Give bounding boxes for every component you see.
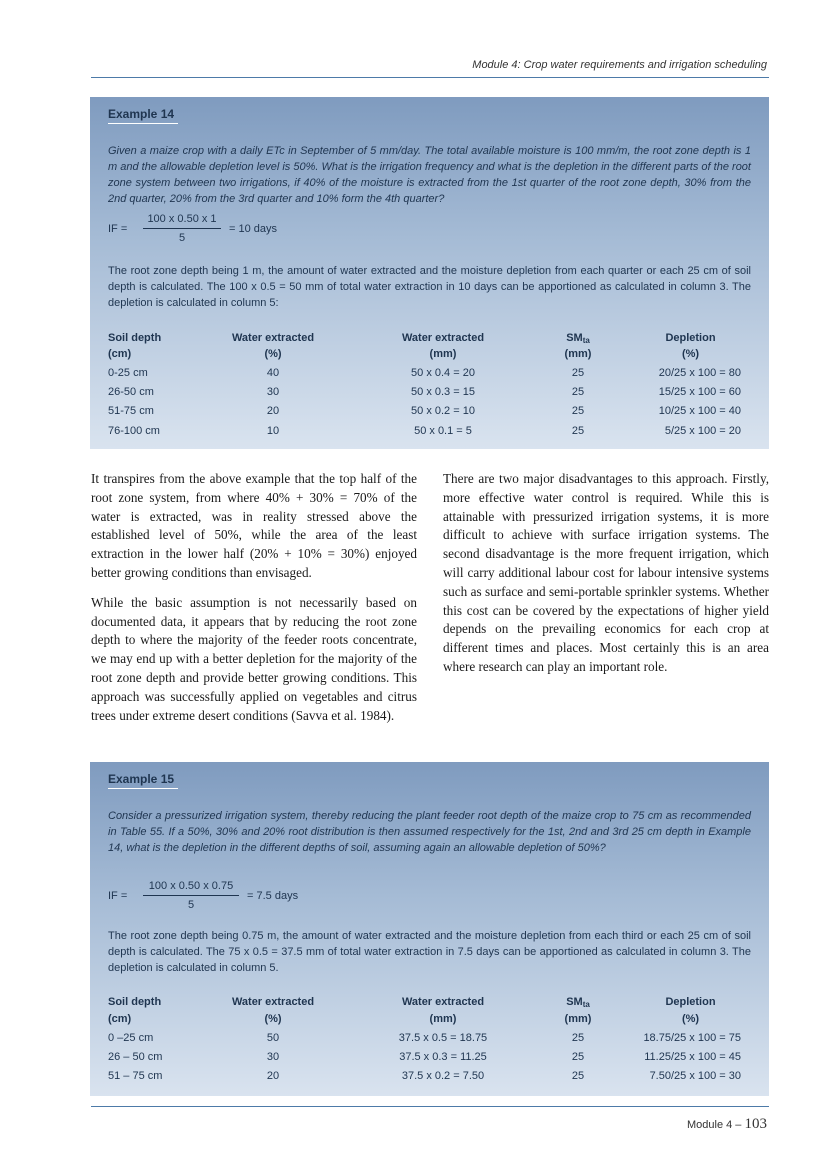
unit-pct: (%) xyxy=(681,1013,700,1025)
formula-denominator: 5 xyxy=(187,899,195,911)
cell-depletion: 10/25 x 100 = 40 xyxy=(658,405,741,417)
cell-soil-depth: 26-50 cm xyxy=(108,386,154,398)
formula-numerator: 100 x 0.50 x 1 xyxy=(147,213,217,225)
cell-smta: 25 xyxy=(571,1070,585,1082)
cell-mm: 50 x 0.1 = 5 xyxy=(414,425,472,437)
page-number: 103 xyxy=(744,1116,767,1132)
cell-depletion: 11.25/25 x 100 = 45 xyxy=(644,1051,741,1063)
header-soil-depth: Soil depth xyxy=(108,996,162,1008)
cell-soil-depth: 51-75 cm xyxy=(108,405,154,417)
body-column-left xyxy=(91,470,417,736)
page-footer xyxy=(687,1116,767,1133)
cell-smta: 25 xyxy=(571,1032,585,1044)
unit-pct: (%) xyxy=(264,348,282,360)
table-row xyxy=(108,386,751,402)
table-header-row xyxy=(108,996,751,1012)
unit-cm: (cm) xyxy=(108,348,132,360)
cell-depletion: 15/25 x 100 = 60 xyxy=(658,386,741,398)
example-14-question: Given a maize crop with a daily ETc in September of 5 mm/day. The total available moisture is 100 mm/m, the root zone depth is 1 m and the allowable depletion level is 50%. What is the irrigation frequency and what is the depletion in the different parts of the root zone system between two irrigations, if 40% of the moisture is extracted from the 1st quarter of the root zone depth, 30% from the 2nd quarter, 20% from the 3rd quarter and 10% form the 4th quarter? xyxy=(108,145,751,205)
header-depletion: Depletion xyxy=(665,996,716,1008)
header-water-extracted-mm: Water extracted xyxy=(401,996,485,1008)
cell-soil-depth: 26 – 50 cm xyxy=(108,1051,163,1063)
body-paragraph: There are two major disadvantages to this approach. Firstly, more effective water control is required. While this is attainable with pressurized irrigation systems, it is more difficult to achieve with surface irrigation systems. The second disadvantage is the more frequent irrigation, which will carry additional labour cost for labour intensive systems such as surface and semi-portable sprinkler systems. Whether this cost can be covered by the expectations of higher yield depends on the prevailing economics for each crop at different times and places. Most certainly this is an area where research can play an important role. xyxy=(443,471,769,674)
cell-soil-depth: 0 –25 cm xyxy=(108,1032,154,1044)
cell-pct: 20 xyxy=(266,1070,280,1082)
running-header: Module 4: Crop water requirements and irrigation scheduling xyxy=(472,59,767,71)
example-15-question: Consider a pressurized irrigation system, thereby reducing the plant feeder root depth of the maize crop to 75 cm as recommended in Table 55. If a 50%, 30% and 20% root distribution is then assumed respectively for the 1st, 2nd and 3rd 25 cm depth in Example 14, what is the depletion in the different depths of soil, assuming again an allowable depletion of 50%? xyxy=(108,810,751,854)
unit-pct: (%) xyxy=(264,1013,282,1025)
cell-depletion: 18.75/25 x 100 = 75 xyxy=(643,1032,741,1044)
example-14-paragraph: The root zone depth being 1 m, the amount of water extracted and the moisture depletion from each quarter or each 25 cm of soil depth is calculated. The 100 x 0.5 = 50 mm of total water extraction in 10 days can be apportioned as calculated in column 3. The depletion is calculated in column 5: xyxy=(108,265,751,309)
unit-pct: (%) xyxy=(681,348,700,360)
header-soil-depth: Soil depth xyxy=(108,332,162,344)
cell-smta: 25 xyxy=(571,367,585,379)
table-row xyxy=(108,425,751,441)
cell-pct: 50 xyxy=(266,1032,280,1044)
header-smta: $SM_{ta}$ xyxy=(566,332,590,345)
header-smta: $SM_{ta}$ xyxy=(566,996,590,1009)
header-rule xyxy=(91,77,769,78)
footer-rule xyxy=(91,1106,769,1107)
cell-mm: 37.5 x 0.5 = 18.75 xyxy=(398,1032,488,1044)
cell-soil-depth: 0-25 cm xyxy=(108,367,148,379)
formula-denominator: 5 xyxy=(178,232,186,244)
cell-smta: 25 xyxy=(571,405,585,417)
formula-fraction-bar xyxy=(143,228,221,229)
header-water-extracted-pct: Water extracted xyxy=(231,332,315,344)
cell-pct: 30 xyxy=(266,1051,280,1063)
cell-mm: 50 x 0.2 = 10 xyxy=(411,405,475,417)
cell-mm: 50 x 0.4 = 20 xyxy=(411,367,475,379)
example-14-title: Example 14 xyxy=(108,107,175,121)
cell-mm: 37.5 x 0.2 = 7.50 xyxy=(401,1070,485,1082)
header-water-extracted-mm: Water extracted xyxy=(401,332,485,344)
example-15-title: Example 15 xyxy=(108,772,175,786)
example-15-title-rule xyxy=(108,788,178,789)
formula-rhs: = 7.5 days xyxy=(247,890,299,902)
cell-soil-depth: 76-100 cm xyxy=(108,425,160,437)
body-column-right xyxy=(443,470,769,688)
formula-lhs: IF = xyxy=(108,223,128,235)
cell-depletion: 7.50/25 x 100 = 30 xyxy=(649,1070,741,1082)
table-row xyxy=(108,1032,751,1048)
cell-pct: 20 xyxy=(266,405,280,417)
table-header-row xyxy=(108,332,751,348)
example-14-box xyxy=(90,97,769,449)
cell-pct: 10 xyxy=(266,425,280,437)
table-header-units-row xyxy=(108,348,751,364)
cell-pct: 40 xyxy=(266,367,280,379)
formula-rhs: = 10 days xyxy=(229,223,278,235)
example-15-paragraph: The root zone depth being 0.75 m, the amount of water extracted and the moisture depletion from each third or each 25 cm of soil depth is calculated. The 75 x 0.5 = 37.5 mm of total water extraction in 7.5 days can be apportioned as calculated in column 3. The depletion is calculated in column 5. xyxy=(108,930,751,974)
cell-pct: 30 xyxy=(266,386,280,398)
cell-soil-depth: 51 – 75 cm xyxy=(108,1070,163,1082)
header-water-extracted-pct: Water extracted xyxy=(231,996,315,1008)
cell-mm: 50 x 0.3 = 15 xyxy=(411,386,475,398)
cell-depletion: 5/25 x 100 = 20 xyxy=(664,425,741,437)
cell-smta: 25 xyxy=(571,1051,585,1063)
cell-smta: 25 xyxy=(571,386,585,398)
cell-depletion: 20/25 x 100 = 80 xyxy=(658,367,741,379)
header-depletion: Depletion xyxy=(665,332,716,344)
table-row xyxy=(108,405,751,421)
example-15-box xyxy=(90,762,769,1096)
table-header-units-row xyxy=(108,1013,751,1029)
body-paragraph: While the basic assumption is not necessarily based on documented data, it appears that by reducing the root zone depth to where the majority of the feeder roots concentrate, we may end up with a better depletion for the majority of the root zone depth and provide better growing conditions. This approach was successfully applied on vegetables and citrus trees under extreme desert conditions (Savva et al. 1984). xyxy=(91,594,417,723)
formula-lhs: IF = xyxy=(108,890,128,902)
unit-cm: (cm) xyxy=(108,1013,132,1025)
cell-smta: 25 xyxy=(571,425,585,437)
unit-mm: (mm) xyxy=(429,1013,457,1025)
unit-mm: (mm) xyxy=(429,348,457,360)
body-paragraph: It transpires from the above example that the top half of the root zone system, from where 40% + 30% = 70% of the water is extracted, was in reality stressed above the established level of 50%, while the area of the least extraction in the lower half (20% + 10% = 30%) enjoyed better growing conditions than envisaged. xyxy=(91,471,417,580)
unit-mm: (mm) xyxy=(564,348,592,360)
table-row xyxy=(108,1070,751,1086)
cell-mm: 37.5 x 0.3 = 11.25 xyxy=(399,1051,487,1063)
footer-module-label: Module 4 – xyxy=(687,1119,742,1131)
table-row xyxy=(108,1051,751,1067)
example-14-title-rule xyxy=(108,123,178,124)
table-row xyxy=(108,367,751,383)
formula-fraction-bar xyxy=(143,895,239,896)
unit-mm: (mm) xyxy=(564,1013,592,1025)
formula-numerator: 100 x 0.50 x 0.75 xyxy=(148,880,234,892)
